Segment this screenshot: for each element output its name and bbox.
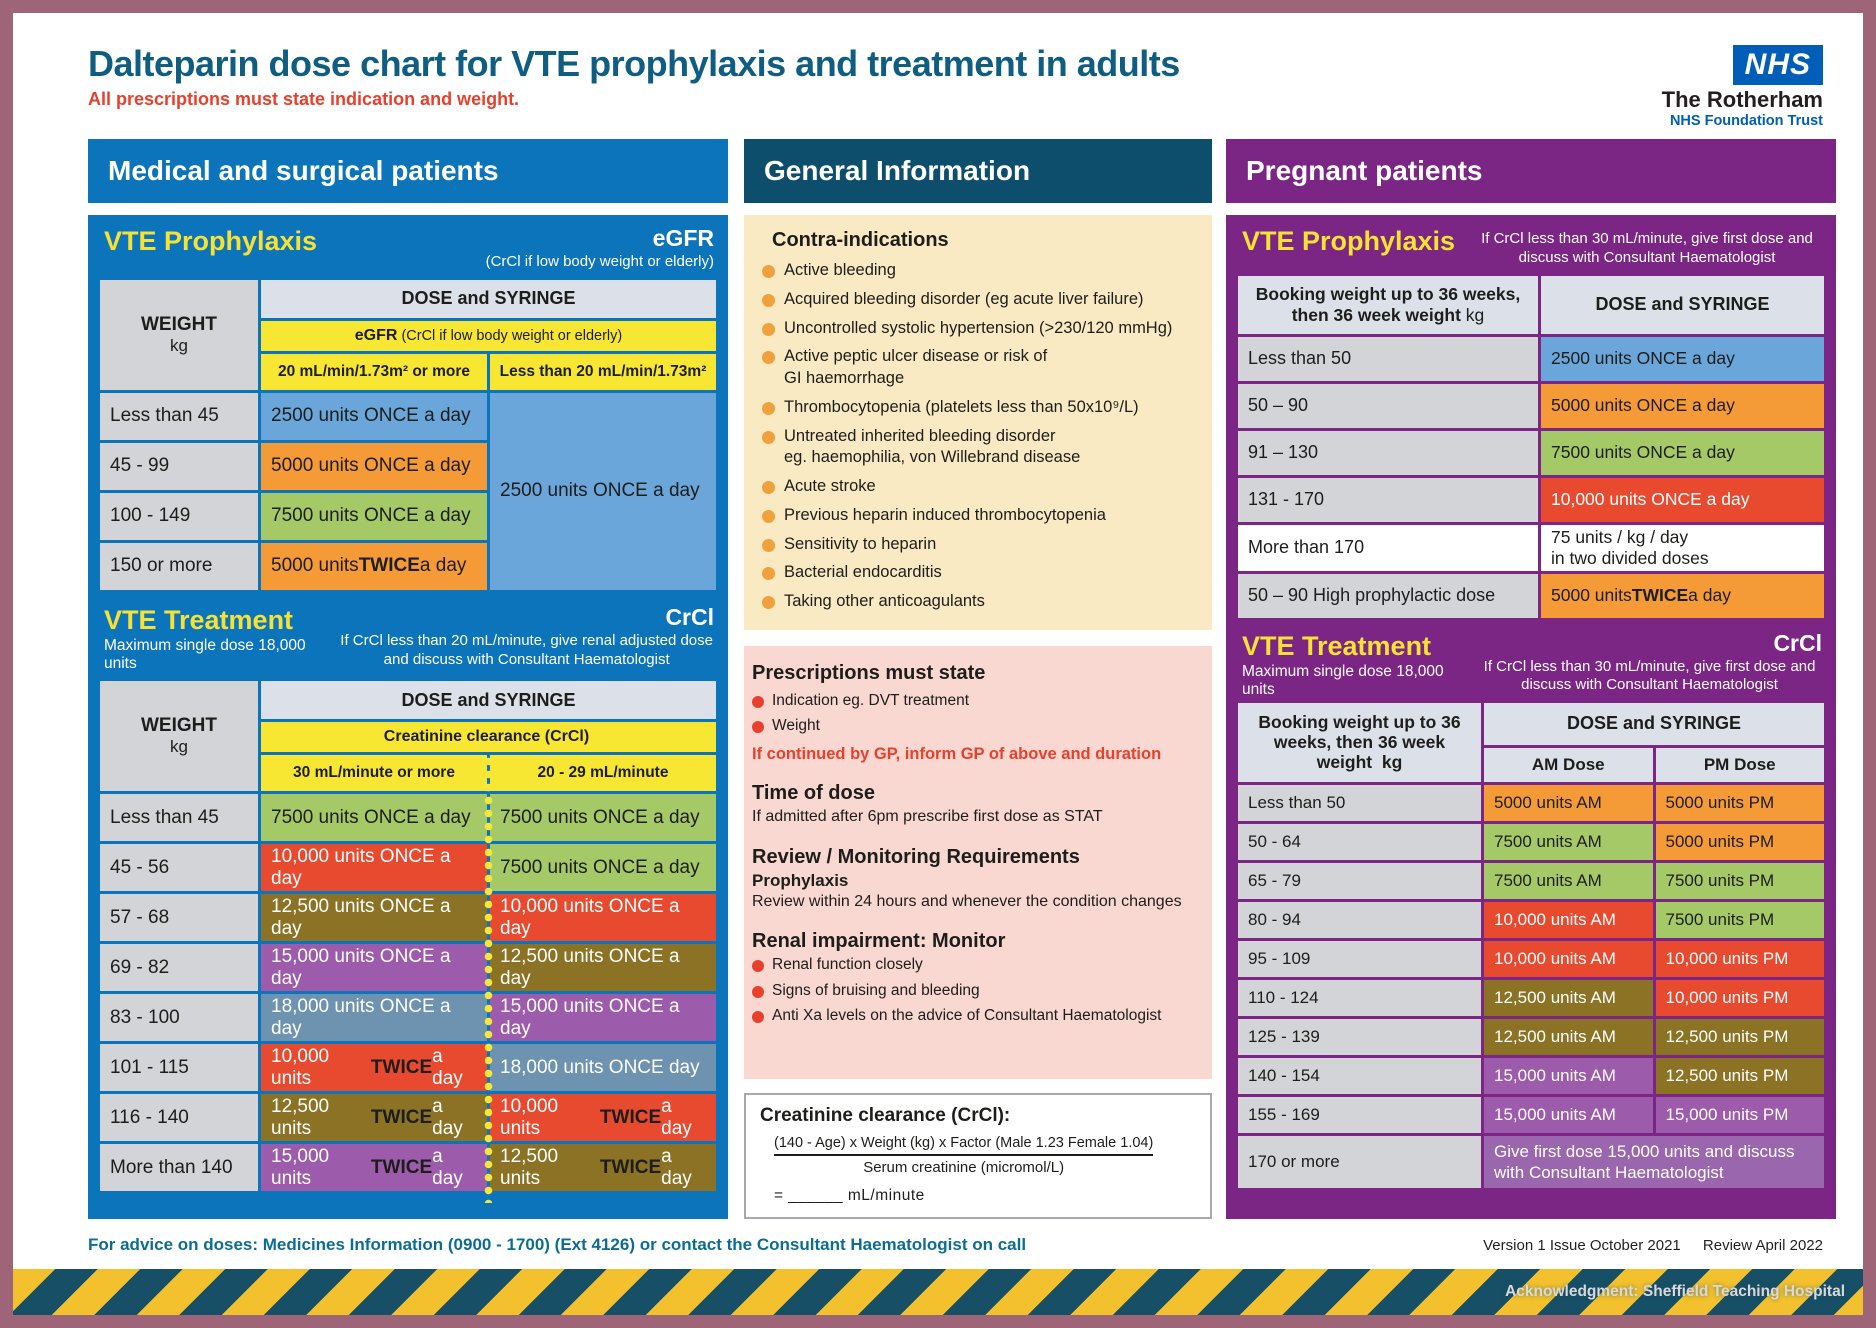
weight-header-label: WEIGHT [141, 313, 217, 335]
bullet-item [762, 318, 1198, 340]
weight-header-cell [100, 280, 258, 390]
dose-cell: 5000 units TWICE a day [261, 543, 487, 590]
dose-pm-cell: 5000 units PM [1656, 824, 1825, 860]
advice-text: For advice on doses: Medicines Information (0900 - 1700) (Ext 4126) or contact the Consultant Haematologist on call [88, 1235, 1027, 1254]
dose-pm-cell: 10,000 units PM [1656, 980, 1825, 1016]
med-treatment-heading [100, 600, 716, 681]
med-treatment-table-wrap [100, 681, 716, 1191]
dose-cell: 7500 units ONCE a day [1541, 431, 1824, 475]
weight-cell: 57 - 68 [100, 894, 258, 941]
dose-am-cell: 18,000 units ONCE a day [261, 994, 487, 1041]
preg-crcl-corner [1477, 629, 1822, 696]
weight-cell: Less than 50 [1238, 337, 1538, 381]
column-medical [88, 139, 728, 1219]
dose-cell: 5000 units TWICE a day [1541, 574, 1824, 618]
egfr-corner-note: (CrCl if low body weight or elderly) [485, 253, 714, 270]
weight-header-cell [100, 681, 258, 791]
dose-pm-cell: 7500 units PM [1656, 863, 1825, 899]
crcl-formula-denominator: Serum creatinine (micromol/L) [863, 1159, 1065, 1176]
prescriptions-title: Prescriptions must state [752, 661, 986, 684]
bullet-text: Untreated inherited bleeding disorder eg. haemophilia, von Willebrand disease [784, 426, 1081, 467]
bullet-dot [762, 402, 775, 415]
columns [13, 129, 1863, 1219]
footer-line [88, 1235, 1823, 1255]
dose-span-cell: 2500 units ONCE a day [490, 393, 716, 590]
bullet-item [752, 716, 1206, 736]
preg-treatment-title-block [1242, 632, 1477, 699]
dose-pm-cell: 18,000 units ONCE day [490, 1044, 716, 1091]
dose-am-cell: 10,000 units AM [1484, 941, 1653, 977]
bullet-item [752, 691, 1206, 711]
bullet-text: Bacterial endocarditis [784, 563, 942, 582]
weight-cell: 131 - 170 [1238, 478, 1538, 522]
med-treatment-table [100, 681, 716, 1191]
dose-pm-cell: 15,000 units PM [1656, 1097, 1825, 1133]
gp-warning: If continued by GP, inform GP of above and duration [752, 744, 1162, 763]
bullet-item [762, 505, 1198, 527]
bullet-item [762, 426, 1198, 470]
bullet-text: Active peptic ulcer disease or risk of GI haemorrhage [784, 347, 1048, 388]
bullet-text: Renal function closely [772, 956, 923, 974]
preg-treatment-heading [1238, 626, 1824, 703]
weight-cell: 140 - 154 [1238, 1058, 1481, 1094]
booking-weight-header-label: Booking weight up to 36 weeks, then 36 week weight kg [1258, 712, 1461, 773]
medical-header-bar: Medical and surgical patients [88, 139, 728, 203]
bullet-dot [752, 1011, 764, 1023]
bullet-dot [762, 567, 775, 580]
bullet-dot [762, 294, 775, 307]
weight-cell: 45 - 56 [100, 844, 258, 891]
dose-am-cell: 7500 units AM [1484, 824, 1653, 860]
crcl-corner-note: If CrCl less than 20 mL/minute, give renal adjusted dose and discuss with Consultant Haematologist [340, 631, 713, 668]
renal-title: Renal impairment: Monitor [752, 930, 1006, 953]
dose-am-cell: 15,000 units AM [1484, 1097, 1653, 1133]
crcl-formula-title: Creatinine clearance (CrCl): [760, 1105, 1011, 1126]
dose-cell: 10,000 units ONCE a day [1541, 478, 1824, 522]
bullet-dot [762, 596, 775, 609]
bullet-text: Previous heparin induced thrombocytopenia [784, 505, 1106, 524]
bullet-dot [762, 539, 775, 552]
weight-header-label: WEIGHT [141, 715, 217, 737]
time-of-dose-text: If admitted after 6pm prescribe first dose as STAT [752, 807, 1103, 825]
dose-am-cell: 10,000 units AM [1484, 902, 1653, 938]
bullet-dot [762, 265, 775, 278]
version-review: Review April 2022 [1702, 1237, 1823, 1254]
bullet-text: Thrombocytopenia (platelets less than 50x10⁹/L) [784, 397, 1139, 416]
bullet-item [752, 1006, 1206, 1026]
dose-cell: 2500 units ONCE a day [1541, 337, 1824, 381]
bullet-dot [762, 510, 775, 523]
bullet-text: Indication eg. DVT treatment [772, 691, 970, 709]
weight-cell: 100 - 149 [100, 493, 258, 540]
title-block [88, 43, 1180, 110]
bullet-item [762, 397, 1198, 419]
weight-cell: 116 - 140 [100, 1094, 258, 1141]
crcl-subheader-cell [261, 722, 716, 752]
acknowledgment-text: Acknowledgment: Sheffield Teaching Hospital [1505, 1283, 1845, 1300]
med-prophylaxis-heading [100, 221, 716, 280]
weight-cell: 170 or more [1238, 1136, 1481, 1189]
page-title: Dalteparin dose chart for VTE prophylaxis and treatment in adults [88, 43, 1180, 84]
crcl-formula-result: = ______ mL/minute [774, 1187, 925, 1204]
medical-panel [88, 215, 728, 1219]
dotted-column-divider [484, 755, 493, 1203]
booking-weight-header-cell [1238, 276, 1538, 334]
nhs-logo: NHS [1733, 45, 1823, 85]
preg-treatment-table [1238, 703, 1824, 1189]
crcl-corner [339, 603, 714, 670]
egfr-col-a-header: 20 mL/min/1.73m² or more [261, 354, 487, 390]
bullet-text: Active bleeding [784, 261, 896, 279]
preg-treatment-subtitle: Maximum single dose 18,000 units [1242, 662, 1444, 698]
weight-cell: Less than 45 [100, 393, 258, 440]
pm-dose-header: PM Dose [1656, 748, 1825, 782]
med-prophylaxis-table-wrap [100, 280, 716, 590]
trust-subname: NHS Foundation Trust [1669, 113, 1823, 129]
weight-cell: 45 - 99 [100, 443, 258, 490]
dose-am-cell: 5000 units AM [1484, 785, 1653, 821]
page-subtitle: All prescriptions must state indication and weight. [88, 89, 520, 109]
bullet-item [762, 591, 1198, 613]
bullet-dot [752, 986, 764, 998]
contraindications-panel [744, 215, 1212, 630]
weight-cell: 101 - 115 [100, 1044, 258, 1091]
dose-am-cell: 7500 units AM [1484, 863, 1653, 899]
bullet-text: Acute stroke [784, 477, 876, 496]
dose-am-cell: 10,000 units ONCE a day [261, 844, 487, 891]
dose-cell: 5000 units ONCE a day [261, 443, 487, 490]
dose-am-cell: 12,500 units AM [1484, 980, 1653, 1016]
weight-cell: Less than 50 [1238, 785, 1481, 821]
prescriptions-panel [744, 646, 1212, 1079]
version-text [1465, 1237, 1823, 1254]
hazard-stripe [13, 1269, 1863, 1315]
egfr-subheader-note: (CrCl if low body weight or elderly) [401, 327, 623, 344]
weight-cell: 65 - 79 [1238, 863, 1481, 899]
weight-unit-label: kg [170, 737, 188, 757]
booking-weight-header-cell [1238, 703, 1481, 782]
egfr-subheader-cell [261, 321, 716, 351]
bullet-dot [762, 481, 775, 494]
weight-cell: 83 - 100 [100, 994, 258, 1041]
preg-prophylaxis-table-wrap [1238, 276, 1824, 618]
preg-prophylaxis-table [1238, 276, 1824, 618]
page-header [13, 13, 1863, 129]
bullet-item [762, 346, 1198, 390]
bullet-item [762, 289, 1198, 311]
dose-am-cell: 7500 units ONCE a day [261, 794, 487, 841]
bullet-text: Signs of bruising and bleeding [772, 981, 980, 999]
crcl-corner-label: CrCl [665, 603, 714, 630]
crcl-formula-box [744, 1093, 1212, 1219]
dose-syringe-header-cell: DOSE and SYRINGE [261, 280, 716, 318]
med-treatment-title-block [104, 606, 339, 673]
contra-list [762, 260, 1198, 613]
dose-am-cell: 10,000 units TWICE a day [261, 1044, 487, 1091]
dose-pm-cell: 10,000 units TWICE a day [490, 1094, 716, 1141]
bullet-text: Anti Xa levels on the advice of Consultant Haematologist [772, 1007, 1162, 1025]
weight-cell: 80 - 94 [1238, 902, 1481, 938]
med-treatment-subtitle: Maximum single dose 18,000 units [104, 637, 306, 673]
bullet-dot [762, 323, 775, 336]
column-general [744, 139, 1212, 1219]
weight-cell: 110 - 124 [1238, 980, 1481, 1016]
bullet-text: Uncontrolled systolic hypertension (>230/120 mmHg) [784, 318, 1173, 337]
dose-am-cell: 15,000 units ONCE a day [261, 944, 487, 991]
egfr-corner-label: eGFR [652, 225, 714, 251]
weight-cell: 50 – 90 [1238, 384, 1538, 428]
dose-am-cell: 15,000 units TWICE a day [261, 1144, 487, 1191]
bullet-text: Weight [772, 717, 820, 735]
dose-am-cell: 12,500 units TWICE a day [261, 1094, 487, 1141]
weight-cell: More than 170 [1238, 525, 1538, 571]
pregnant-header-bar: Pregnant patients [1226, 139, 1836, 203]
weight-cell: 50 - 64 [1238, 824, 1481, 860]
dose-cell: 7500 units ONCE a day [261, 493, 487, 540]
dose-pm-cell: 7500 units ONCE a day [490, 794, 716, 841]
dose-pm-cell: 7500 units ONCE a day [490, 844, 716, 891]
contraindications-title: Contra-indications [772, 229, 949, 251]
preg-prophylaxis-note: If CrCl less than 30 mL/minute, give first dose and discuss with Consultant Haematologist [1481, 230, 1813, 266]
dose-span-cell: Give first dose 15,000 units and discuss with Consultant Haematologist [1484, 1136, 1824, 1189]
dose-pm-cell: 12,500 units TWICE a day [490, 1144, 716, 1191]
bullet-item [752, 981, 1206, 1001]
crcl-formula-fraction [774, 1135, 1153, 1176]
weight-cell: 91 – 130 [1238, 431, 1538, 475]
bullet-item [762, 476, 1198, 498]
prescriptions-list [752, 691, 1206, 737]
review-text: Review within 24 hours and whenever the condition changes [752, 892, 1182, 910]
column-pregnant [1226, 139, 1836, 1219]
bullet-dot [762, 431, 775, 444]
preg-treatment-table-wrap [1238, 703, 1824, 1189]
dose-pm-cell: 12,500 units PM [1656, 1019, 1825, 1055]
weight-cell: 69 - 82 [100, 944, 258, 991]
dose-am-cell: 12,500 units AM [1484, 1019, 1653, 1055]
bullet-item [752, 955, 1206, 975]
dose-pm-cell: 5000 units PM [1656, 785, 1825, 821]
egfr-corner [486, 227, 714, 272]
preg-treatment-title: VTE Treatment [1242, 630, 1432, 661]
weight-cell: Less than 45 [100, 794, 258, 841]
bullet-dot [752, 696, 764, 708]
renal-list [752, 955, 1206, 1026]
med-prophylaxis-title: VTE Prophylaxis [104, 226, 318, 256]
dose-pm-cell: 7500 units PM [1656, 902, 1825, 938]
time-of-dose-title: Time of dose [752, 781, 875, 804]
dose-syringe-header-cell: DOSE and SYRINGE [261, 681, 716, 719]
review-title: Review / Monitoring Requirements [752, 845, 1080, 868]
crcl-formula-numerator: (140 - Age) x Weight (kg) x Factor (Male 1.23 Female 1.04) [774, 1135, 1153, 1156]
dose-pm-cell: 12,500 units PM [1656, 1058, 1825, 1094]
weight-cell: More than 140 [100, 1144, 258, 1191]
preg-crcl-label: CrCl [1773, 629, 1822, 656]
general-header-bar: General Information [744, 139, 1212, 203]
booking-weight-header-label: Booking weight up to 36 weeks, then 36 week weight kg [1255, 284, 1521, 325]
dose-am-cell: 15,000 units AM [1484, 1058, 1653, 1094]
dose-pm-cell: 10,000 units PM [1656, 941, 1825, 977]
bullet-text: Sensitivity to heparin [784, 534, 937, 553]
bullet-text: Acquired bleeding disorder (eg acute liver failure) [784, 289, 1144, 308]
crcl-col-a-header: 30 mL/minute or more [261, 755, 487, 791]
dose-syringe-header-cell: DOSE and SYRINGE [1484, 703, 1824, 745]
dose-pm-cell: 10,000 units ONCE a day [490, 894, 716, 941]
trust-name: The Rotherham [1661, 87, 1823, 112]
preg-prophylaxis-title: VTE Prophylaxis [1242, 226, 1456, 256]
preg-prophylaxis-heading [1238, 221, 1824, 276]
bullet-item [762, 260, 1198, 282]
weight-unit-label: kg [170, 335, 188, 355]
egfr-subheader-bold: eGFR [354, 326, 398, 344]
dose-syringe-header-cell: DOSE and SYRINGE [1541, 276, 1824, 334]
weight-cell: 95 - 109 [1238, 941, 1481, 977]
bullet-dot [752, 721, 764, 733]
med-treatment-title: VTE Treatment [104, 604, 294, 635]
bullet-item [762, 562, 1198, 584]
bullet-item [762, 534, 1198, 556]
nhs-logo-block [1662, 45, 1823, 129]
med-prophylaxis-table [100, 280, 716, 590]
dose-pm-cell: 12,500 units ONCE a day [490, 944, 716, 991]
dose-cell: 5000 units ONCE a day [1541, 384, 1824, 428]
weight-cell: 155 - 169 [1238, 1097, 1481, 1133]
pregnant-panel [1226, 215, 1836, 1219]
egfr-col-b-header: Less than 20 mL/min/1.73m² [490, 354, 716, 390]
dose-cell: 2500 units ONCE a day [261, 393, 487, 440]
version-issue: Version 1 Issue October 2021 [1483, 1237, 1681, 1254]
bullet-dot [762, 351, 775, 364]
review-subtitle: Prophylaxis [752, 870, 849, 890]
weight-cell: 125 - 139 [1238, 1019, 1481, 1055]
dose-pm-cell: 15,000 units ONCE a day [490, 994, 716, 1041]
bullet-dot [752, 960, 764, 972]
crcl-subheader-label: Creatinine clearance (CrCl) [383, 728, 590, 746]
preg-treatment-note: If CrCl less than 30 mL/minute, give first dose and discuss with Consultant Haematologist [1483, 657, 1816, 694]
weight-cell: 50 – 90 High prophylactic dose [1238, 574, 1538, 618]
weight-cell: 150 or more [100, 543, 258, 590]
dose-am-cell: 12,500 units ONCE a day [261, 894, 487, 941]
dose-cell: 75 units / kg / day in two divided doses [1541, 525, 1824, 571]
crcl-col-b-header: 20 - 29 mL/minute [490, 755, 716, 791]
am-dose-header: AM Dose [1484, 748, 1653, 782]
bullet-text: Taking other anticoagulants [784, 592, 985, 611]
